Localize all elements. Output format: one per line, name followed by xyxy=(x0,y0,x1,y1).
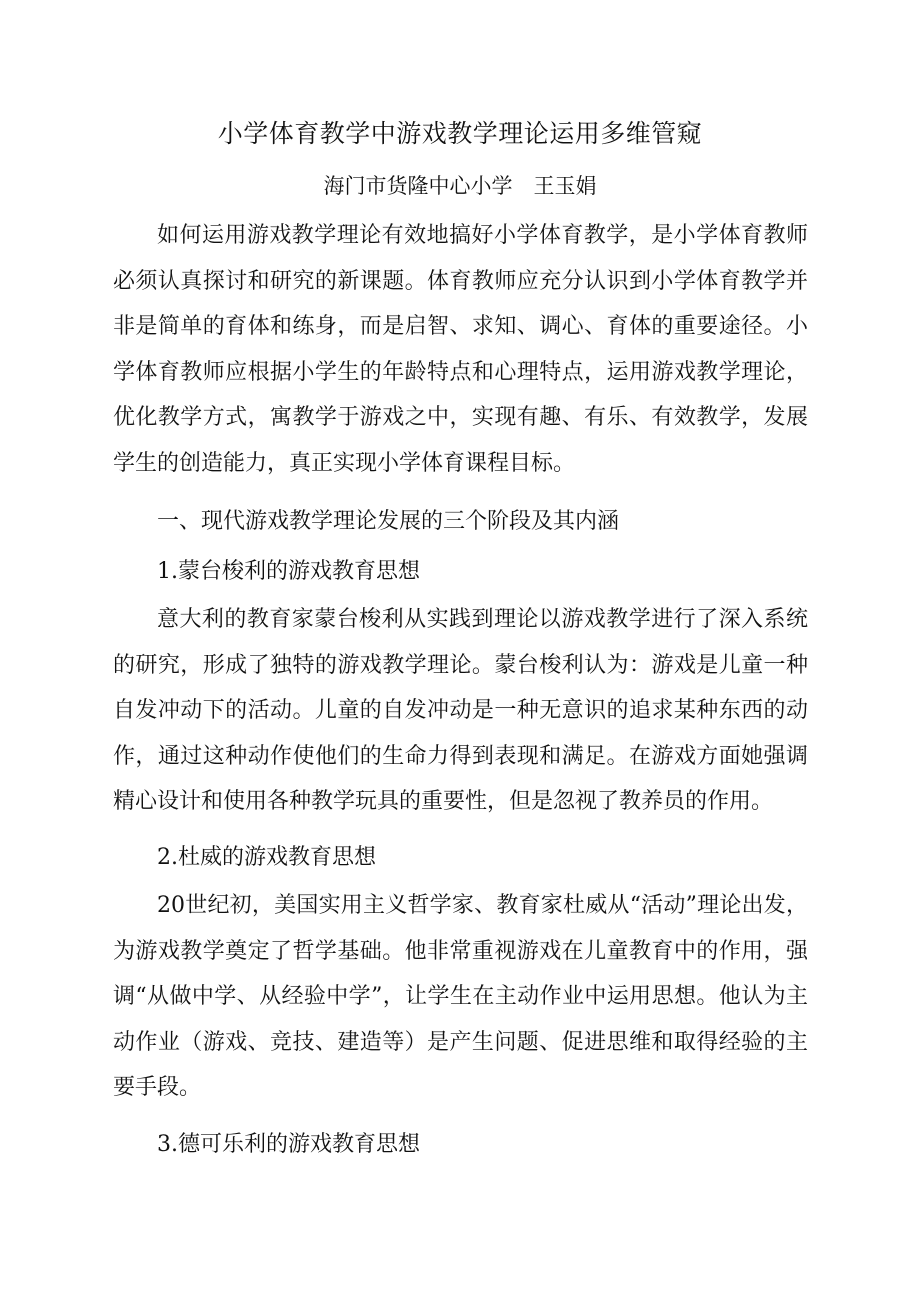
subsection-2-paragraph: 20世纪初，美国实用主义哲学家、教育家杜威从“活动”理论出发，为游戏教学奠定了哲学基础。他非常重视游戏在儿童教育中的作用，强调“从做中学、从经验中学”，让学生在主动作业中运用思想。他认为主动作业（游戏、竞技、建造等）是产生问题、促进思维和取得经验的主要手段。 xyxy=(113,893,808,1101)
document-title: 小学体育教学中游戏教学理论运用多维管窥 xyxy=(217,119,703,148)
intro-paragraph: 如何运用游戏教学理论有效地搞好小学体育教学，是小学体育教师必须认真探讨和研究的新课题。体育教师应充分认识到小学体育教学并非是简单的育体和练身，而是启智、求知、调心、育体的重要途径。小学体育教师应根据小学生的年龄特点和心理特点，运用游戏教学理论，优化教学方式，寓教学于游戏之中，实现有趣、有乐、有效教学，发展学生的创造能力，真正实现小学体育课程目标。 xyxy=(113,223,808,476)
subsection-heading-3: 3.德可乐利的游戏教育思想 xyxy=(157,1132,420,1157)
subsection-1-paragraph: 意大利的教育家蒙台梭利从实践到理论以游戏教学进行了深入系统的研究，形成了独特的游戏教学理论。蒙台梭利认为：游戏是儿童一种自发冲动下的活动。儿童的自发冲动是一种无意识的追求某种东西的动作，通过这种动作使他们的生命力得到表现和满足。在游戏方面她强调精心设计和使用各种教学玩具的重要性，但是忽视了教养员的作用。 xyxy=(113,607,808,815)
subsection-heading-1: 1.蒙台梭利的游戏教育思想 xyxy=(157,559,420,584)
section-heading-1: 一、现代游戏教学理论发展的三个阶段及其内涵 xyxy=(157,509,620,534)
subsection-heading-2: 2.杜威的游戏教育思想 xyxy=(157,845,376,870)
author-line: 海门市货隆中心小学 王玉娟 xyxy=(323,174,597,198)
